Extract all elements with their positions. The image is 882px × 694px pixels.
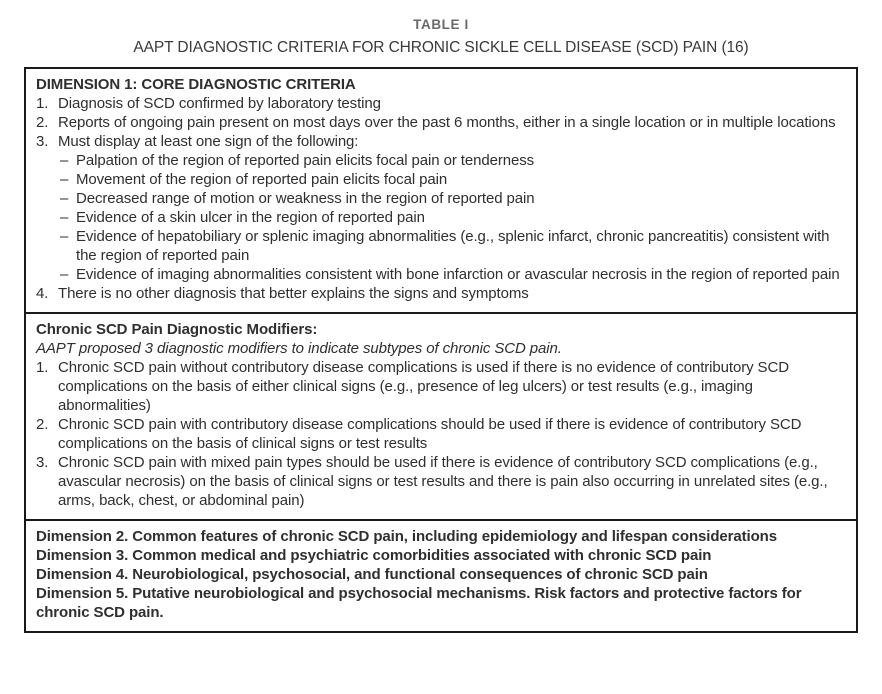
- criteria-table: [24, 67, 858, 633]
- dash-marker: –: [60, 209, 69, 226]
- sign-item: [60, 170, 846, 189]
- dimension-line: Dimension 4. Neurobiological, psychosocial, and functional consequences of chronic SCD pain: [36, 566, 708, 583]
- dash-marker: –: [60, 190, 69, 207]
- item-number: 1.: [36, 359, 49, 376]
- item-text: Chronic SCD pain with mixed pain types should be used if there is evidence of contributory SCD complications (e.g., avascular necrosis) on the basis of clinical signs or test results and there is pain also occurring in unrelated sites (e.g., arms, back, chest, or abdominal pain): [58, 454, 828, 509]
- sign-item: [60, 227, 846, 265]
- dash-marker: –: [60, 152, 69, 169]
- item-text: Reports of ongoing pain present on most days over the past 6 months, either in a single location or in multiple locations: [58, 114, 836, 131]
- modifiers-note: AAPT proposed 3 diagnostic modifiers to indicate subtypes of chronic SCD pain.: [36, 340, 562, 357]
- sign-text: Evidence of hepatobiliary or splenic imaging abnormalities (e.g., splenic infarct, chronic pancreatitis) consistent with the region of reported pain: [76, 228, 830, 264]
- item-number: 2.: [36, 416, 49, 433]
- core-criteria-section: [26, 69, 856, 312]
- sign-item: [60, 265, 846, 284]
- modifier-item: [36, 415, 846, 453]
- dimension-line: Dimension 3. Common medical and psychiatric comorbidities associated with chronic SCD pain: [36, 547, 712, 564]
- dimension-line: Dimension 5. Putative neurobiological and psychosocial mechanisms. Risk factors and protective factors for chronic SCD pain.: [36, 585, 802, 621]
- sign-text: Palpation of the region of reported pain elicits focal pain or tenderness: [76, 152, 534, 169]
- item-text: Chronic SCD pain with contributory disease complications should be used if there is evidence of contributory SCD complications on the basis of clinical signs or test results: [58, 416, 802, 452]
- dimensions-section: [26, 519, 856, 631]
- item-text: Must display at least one sign of the following:: [58, 133, 359, 150]
- item-number: 3.: [36, 133, 49, 150]
- dash-marker: –: [60, 171, 69, 188]
- dimension-line: Dimension 2. Common features of chronic SCD pain, including epidemiology and lifespan considerations: [36, 528, 777, 545]
- criteria-item: [36, 132, 846, 151]
- criteria-item: [36, 94, 846, 113]
- modifier-item: [36, 358, 846, 415]
- table-title: AAPT DIAGNOSTIC CRITERIA FOR CHRONIC SICKLE CELL DISEASE (SCD) PAIN (16): [133, 39, 749, 56]
- modifier-item: [36, 453, 846, 510]
- sign-item: [60, 208, 846, 227]
- item-text: There is no other diagnosis that better explains the signs and symptoms: [58, 285, 529, 302]
- sign-item: [60, 151, 846, 170]
- item-text: Chronic SCD pain without contributory disease complications is used if there is no evidence of contributory SCD complications on the basis of either clinical signs (e.g., presence of leg ulcers) or test results (e.g., imaging abnormalities): [58, 359, 789, 414]
- item-number: 3.: [36, 454, 49, 471]
- item-number: 4.: [36, 285, 49, 302]
- sign-text: Movement of the region of reported pain elicits focal pain: [76, 171, 448, 188]
- criteria-item: [36, 284, 846, 303]
- sign-text: Evidence of imaging abnormalities consistent with bone infarction or avascular necrosis in the region of reported pain: [76, 266, 840, 283]
- dash-marker: –: [60, 228, 69, 245]
- core-criteria-heading: DIMENSION 1: CORE DIAGNOSTIC CRITERIA: [36, 76, 356, 93]
- dash-marker: –: [60, 266, 69, 283]
- item-number: 1.: [36, 95, 49, 112]
- item-number: 2.: [36, 114, 49, 131]
- modifiers-heading: Chronic SCD Pain Diagnostic Modifiers:: [36, 321, 318, 338]
- sign-text: Evidence of a skin ulcer in the region of reported pain: [76, 209, 425, 226]
- sign-text: Decreased range of motion or weakness in the region of reported pain: [76, 190, 535, 207]
- sign-item: [60, 189, 846, 208]
- table-label: TABLE I: [413, 17, 469, 32]
- modifiers-section: [26, 312, 856, 519]
- criteria-item: [36, 113, 846, 132]
- item-text: Diagnosis of SCD confirmed by laboratory testing: [58, 95, 381, 112]
